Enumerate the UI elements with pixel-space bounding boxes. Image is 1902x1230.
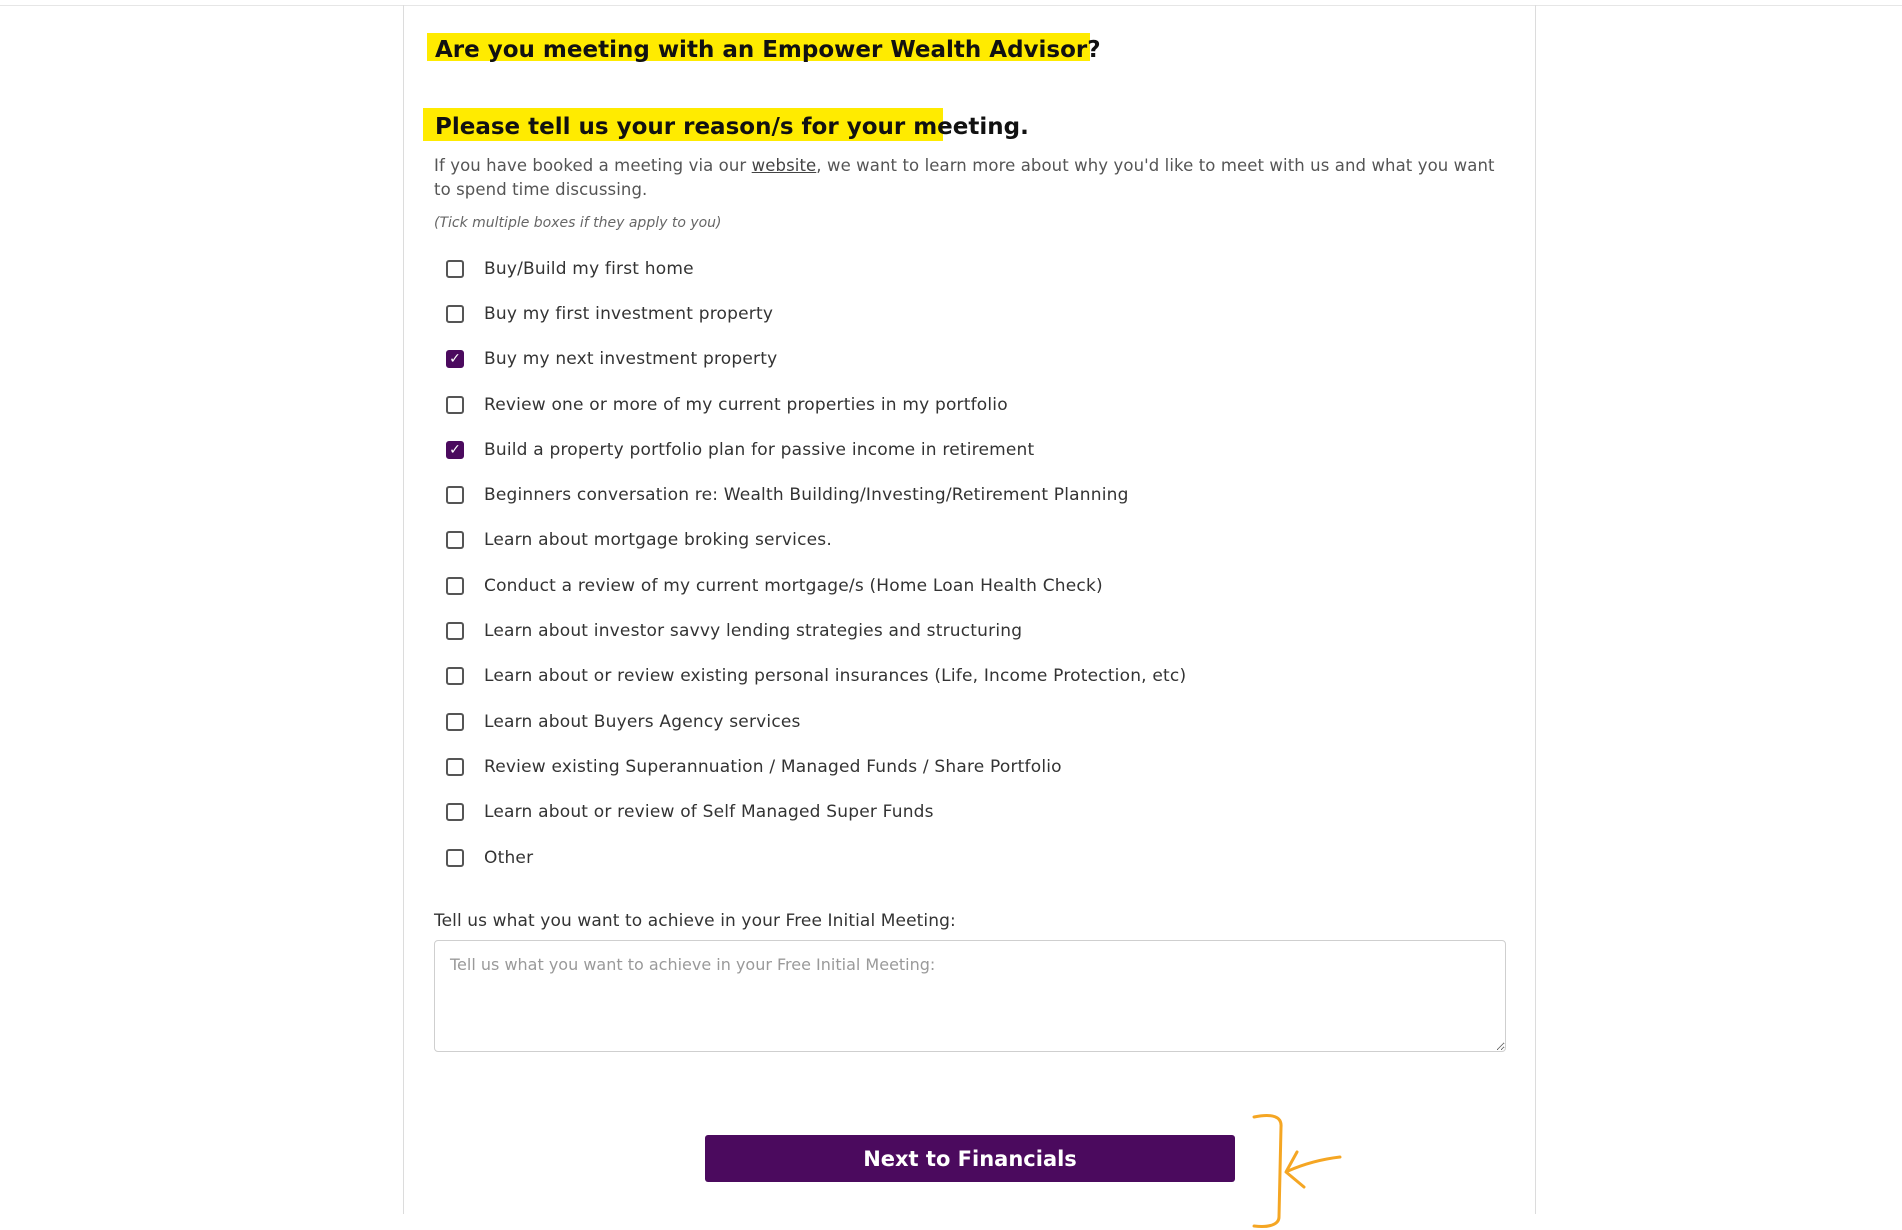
reason-option[interactable] [446,337,1186,382]
checkbox-icon[interactable] [446,486,464,504]
checkbox-icon[interactable] [446,577,464,595]
checkbox-icon[interactable] [446,667,464,685]
reason-option[interactable] [446,744,1186,789]
reason-option[interactable] [446,246,1186,291]
next-to-financials-button[interactable]: Next to Financials [705,1135,1235,1182]
reason-option[interactable] [446,654,1186,699]
reason-option[interactable] [446,608,1186,653]
reason-option[interactable] [446,563,1186,608]
arrow-annotation [1218,1105,1348,1230]
checkbox-icon[interactable] [446,849,464,867]
advisor-question-heading: Are you meeting with an Empower Wealth Advisor? [427,33,1090,61]
reason-option-label: Buy my next investment property [484,349,778,370]
reason-option-label: Learn about investor savvy lending strategies and structuring [484,621,1023,642]
reason-option-label: Review one or more of my current properties in my portfolio [484,394,1008,415]
achieve-label: Tell us what you want to achieve in your Free Initial Meeting: [434,911,956,931]
checkbox-icon[interactable] [446,713,464,731]
reason-option-label: Buy/Build my first home [484,258,694,279]
checkbox-icon[interactable] [446,622,464,640]
reason-option-label: Beginners conversation re: Wealth Building/Investing/Retirement Planning [484,485,1129,506]
reason-option[interactable] [446,291,1186,336]
reason-option[interactable] [446,835,1186,880]
bracket-stroke [1254,1115,1281,1226]
reason-option[interactable] [446,790,1186,835]
checkbox-icon[interactable] [446,531,464,549]
reason-option-label: Learn about mortgage broking services. [484,530,832,551]
reason-option[interactable] [446,699,1186,744]
arrow-shaft-stroke [1288,1157,1340,1171]
reason-option-label: Build a property portfolio plan for passive income in retirement [484,439,1035,460]
reason-option-label: Conduct a review of my current mortgage/s (Home Loan Health Check) [484,575,1103,596]
reason-option-label: Buy my first investment property [484,303,774,324]
checkbox-icon[interactable] [446,803,464,821]
checkbox-checked-icon[interactable]: ✓ [446,350,464,368]
intro-text-end: , we want to learn more about why you'd like to meet with us and what you want to spend time discussing. [434,156,1495,199]
achieve-textarea[interactable] [434,940,1506,1052]
reason-option[interactable] [446,382,1186,427]
reason-option[interactable] [446,518,1186,563]
reason-option-label: Learn about or review of Self Managed Super Funds [484,802,934,823]
checkbox-icon[interactable] [446,260,464,278]
checkbox-icon[interactable] [446,305,464,323]
reason-option-label: Review existing Superannuation / Managed Funds / Share Portfolio [484,756,1062,777]
reason-option[interactable] [446,472,1186,517]
reasons-heading: Please tell us your reason/s for your meeting. [423,108,943,141]
checkbox-icon[interactable] [446,396,464,414]
tick-hint: (Tick multiple boxes if they apply to you) [434,215,722,231]
reason-option-label: Learn about or review existing personal insurances (Life, Income Protection, etc) [484,666,1187,687]
intro-text-start: If you have booked a meeting via our [434,156,752,175]
checkbox-checked-icon[interactable]: ✓ [446,441,464,459]
intro-text [434,154,1514,202]
website-link[interactable]: website [751,156,817,175]
checkbox-icon[interactable] [446,758,464,776]
reason-option-label: Other [484,847,534,868]
reason-option-label: Learn about Buyers Agency services [484,711,801,732]
reason-options [446,246,1186,880]
reason-option[interactable] [446,427,1186,472]
